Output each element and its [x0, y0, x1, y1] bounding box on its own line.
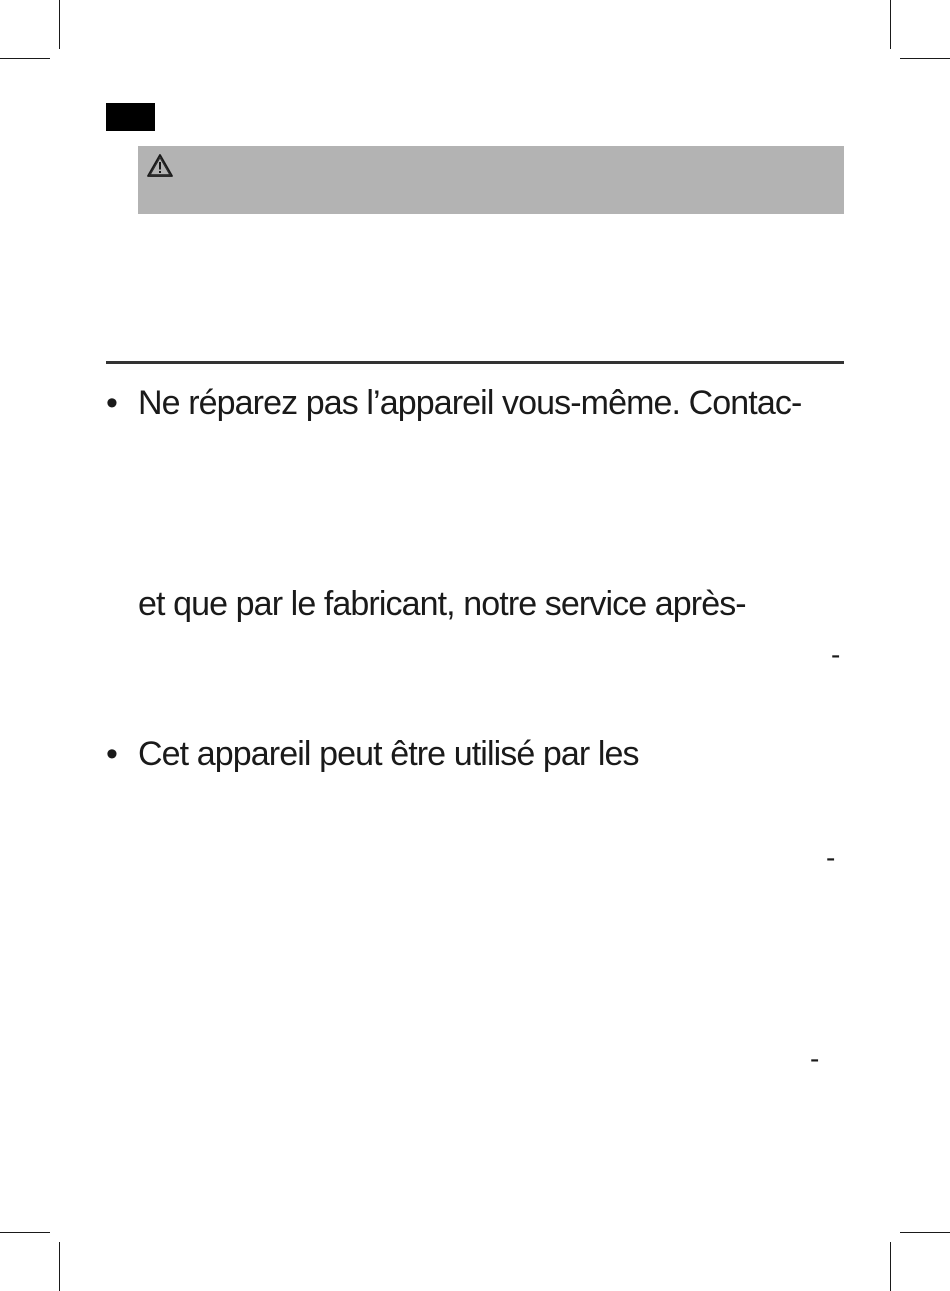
crop-mark-bottom-left-horizontal [0, 1232, 50, 1233]
crop-mark-top-right-vertical [890, 0, 891, 49]
crop-mark-top-left-vertical [59, 0, 60, 49]
crop-mark-bottom-right-vertical [890, 1242, 891, 1291]
paragraph-1-line-2: et que par le fabricant, notre service après- [138, 585, 746, 623]
paragraph-2-line-1: Cet appareil peut être utilisé par les [138, 735, 639, 773]
paragraph-2-hyphen-1: - [826, 842, 836, 873]
crop-mark-top-right-horizontal [900, 58, 950, 59]
crop-mark-top-left-horizontal [0, 58, 50, 59]
paragraph-1-hyphen: - [831, 639, 841, 670]
paragraph-1-line-1: Ne réparez pas l’appareil vous-même. Contac- [138, 384, 802, 422]
bullet-1: • [106, 384, 118, 422]
language-tab [106, 103, 155, 131]
section-divider [106, 361, 844, 364]
paragraph-2-hyphen-2: - [810, 1043, 820, 1074]
crop-mark-bottom-left-vertical [59, 1242, 60, 1291]
warning-triangle-icon [146, 153, 174, 179]
bullet-2: • [106, 735, 118, 773]
crop-mark-bottom-right-horizontal [900, 1232, 950, 1233]
warning-box [138, 146, 844, 214]
